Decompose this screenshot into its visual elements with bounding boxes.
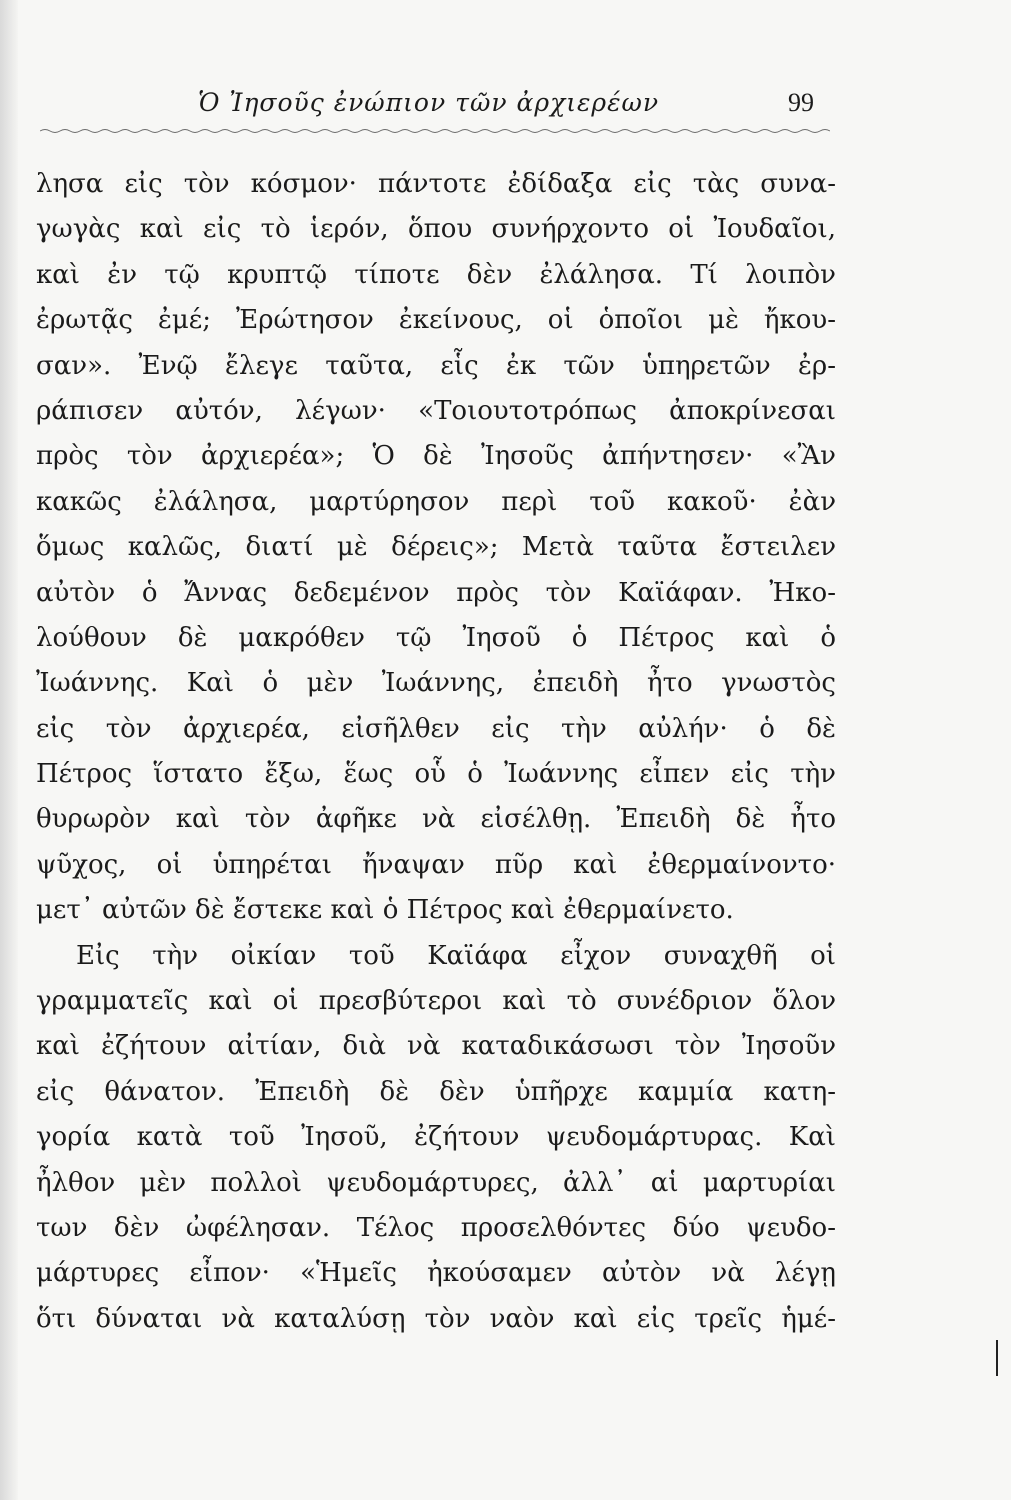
text-line: Πέτρος ἵστατο ἔξω, ἕως οὗ ὁ Ἰωάννης εἶπεν εἰς τὴν bbox=[36, 759, 836, 790]
text-line: κακῶς ἐλάλησα, μαρτύρησον περὶ τοῦ κακοῦ· ἐὰν bbox=[36, 486, 836, 517]
text-line: εἰς θάνατον. Ἐπειδὴ δὲ δὲν ὑπῆρχε καμμία κατη- bbox=[36, 1076, 836, 1107]
text-line: γωγὰς καὶ εἰς τὸ ἱερόν, ὅπου συνήρχοντο οἱ Ἰουδαῖοι, bbox=[36, 214, 836, 245]
text-line: καὶ ἐζήτουν αἰτίαν, διὰ νὰ καταδικάσωσι τὸν Ἰησοῦν bbox=[36, 1031, 836, 1062]
text-line: ἐρωτᾷς ἐμέ; Ἐρώτησον ἐκείνους, οἱ ὁποῖοι μὲ ἤκου- bbox=[36, 305, 836, 336]
text-line: λούθουν δὲ μακρόθεν τῷ Ἰησοῦ ὁ Πέτρος καὶ ὁ bbox=[36, 622, 836, 653]
text-line: ὅτι δύναται νὰ καταλύσῃ τὸν ναὸν καὶ εἰς τρεῖς ἡμέ- bbox=[36, 1303, 836, 1334]
text-line: εἰς τὸν ἀρχιερέα, εἰσῆλθεν εἰς τὴν αὐλήν· ὁ δὲ bbox=[36, 713, 836, 744]
text-line: ὅμως καλῶς, διατί μὲ δέρεις»; Μετὰ ταῦτα ἔστειλεν bbox=[36, 532, 836, 563]
text-line: ψῦχος, οἱ ὑπηρέται ἤναψαν πῦρ καὶ ἐθερμαίνοντο· bbox=[36, 849, 836, 880]
text-line: λησα εἰς τὸν κόσμον· πάντοτε ἐδίδαξα εἰς τὰς συνα- bbox=[36, 169, 836, 199]
text-line: αὐτὸν ὁ Ἄννας δεδεμένον πρὸς τὸν Καϊάφαν. Ἠκο- bbox=[36, 577, 836, 608]
body-text bbox=[36, 162, 836, 1342]
text-line: θυρωρὸν καὶ τὸν ἀφῆκε νὰ εἰσέλθῃ. Ἐπειδὴ δὲ ἦτο bbox=[36, 804, 836, 835]
text-line: των δὲν ὠφέλησαν. Τέλος προσελθόντες δύο ψευδο- bbox=[36, 1212, 836, 1243]
paragraph-2 bbox=[36, 934, 836, 1343]
text-line: καὶ ἐν τῷ κρυπτῷ τίποτε δὲν ἐλάλησα. Τί λοιπὸν bbox=[36, 259, 836, 290]
text-line: ἦλθον μὲν πολλοὶ ψευδομάρτυρες, ἀλλ᾽ αἱ μαρτυρίαι bbox=[36, 1167, 836, 1198]
paragraph-1 bbox=[36, 162, 836, 934]
running-head: Ὁ Ἰησοῦς ἐνώπιον τῶν ἀρχιερέων bbox=[198, 88, 660, 117]
margin-mark bbox=[996, 1340, 998, 1376]
text-line: ράπισεν αὐτόν, λέγων· «Τοιουτοτρόπως ἀποκρίνεσαι bbox=[36, 395, 836, 426]
text-line: γραμματεῖς καὶ οἱ πρεσβύτεροι καὶ τὸ συνέδριον ὅλον bbox=[36, 986, 836, 1017]
text-line: γορία κατὰ τοῦ Ἰησοῦ, ἐζήτουν ψευδομάρτυρας. Καὶ bbox=[36, 1122, 836, 1153]
text-line: σαν». Ἐνῷ ἔλεγε ταῦτα, εἷς ἐκ τῶν ὑπηρετῶν ἐρ- bbox=[36, 350, 836, 381]
text-line: μάρτυρες εἶπον· «Ἡμεῖς ἠκούσαμεν αὐτὸν νὰ λέγῃ bbox=[36, 1258, 836, 1289]
text-line: πρὸς τὸν ἀρχιερέα»; Ὁ δὲ Ἰησοῦς ἀπήντησεν· «Ἂν bbox=[36, 441, 836, 472]
text-line: Εἰς τὴν οἰκίαν τοῦ Καϊάφα εἶχον συναχθῆ οἱ bbox=[76, 940, 836, 971]
header-rule bbox=[40, 128, 830, 134]
page-number: 99 bbox=[788, 88, 814, 117]
text-line: μετ᾽ αὐτῶν δὲ ἔστεκε καὶ ὁ Πέτρος καὶ ἐθερμαίνετο. bbox=[36, 895, 734, 926]
text-line: Ἰωάννης. Καὶ ὁ μὲν Ἰωάννης, ἐπειδὴ ἦτο γνωστὸς bbox=[36, 668, 836, 699]
